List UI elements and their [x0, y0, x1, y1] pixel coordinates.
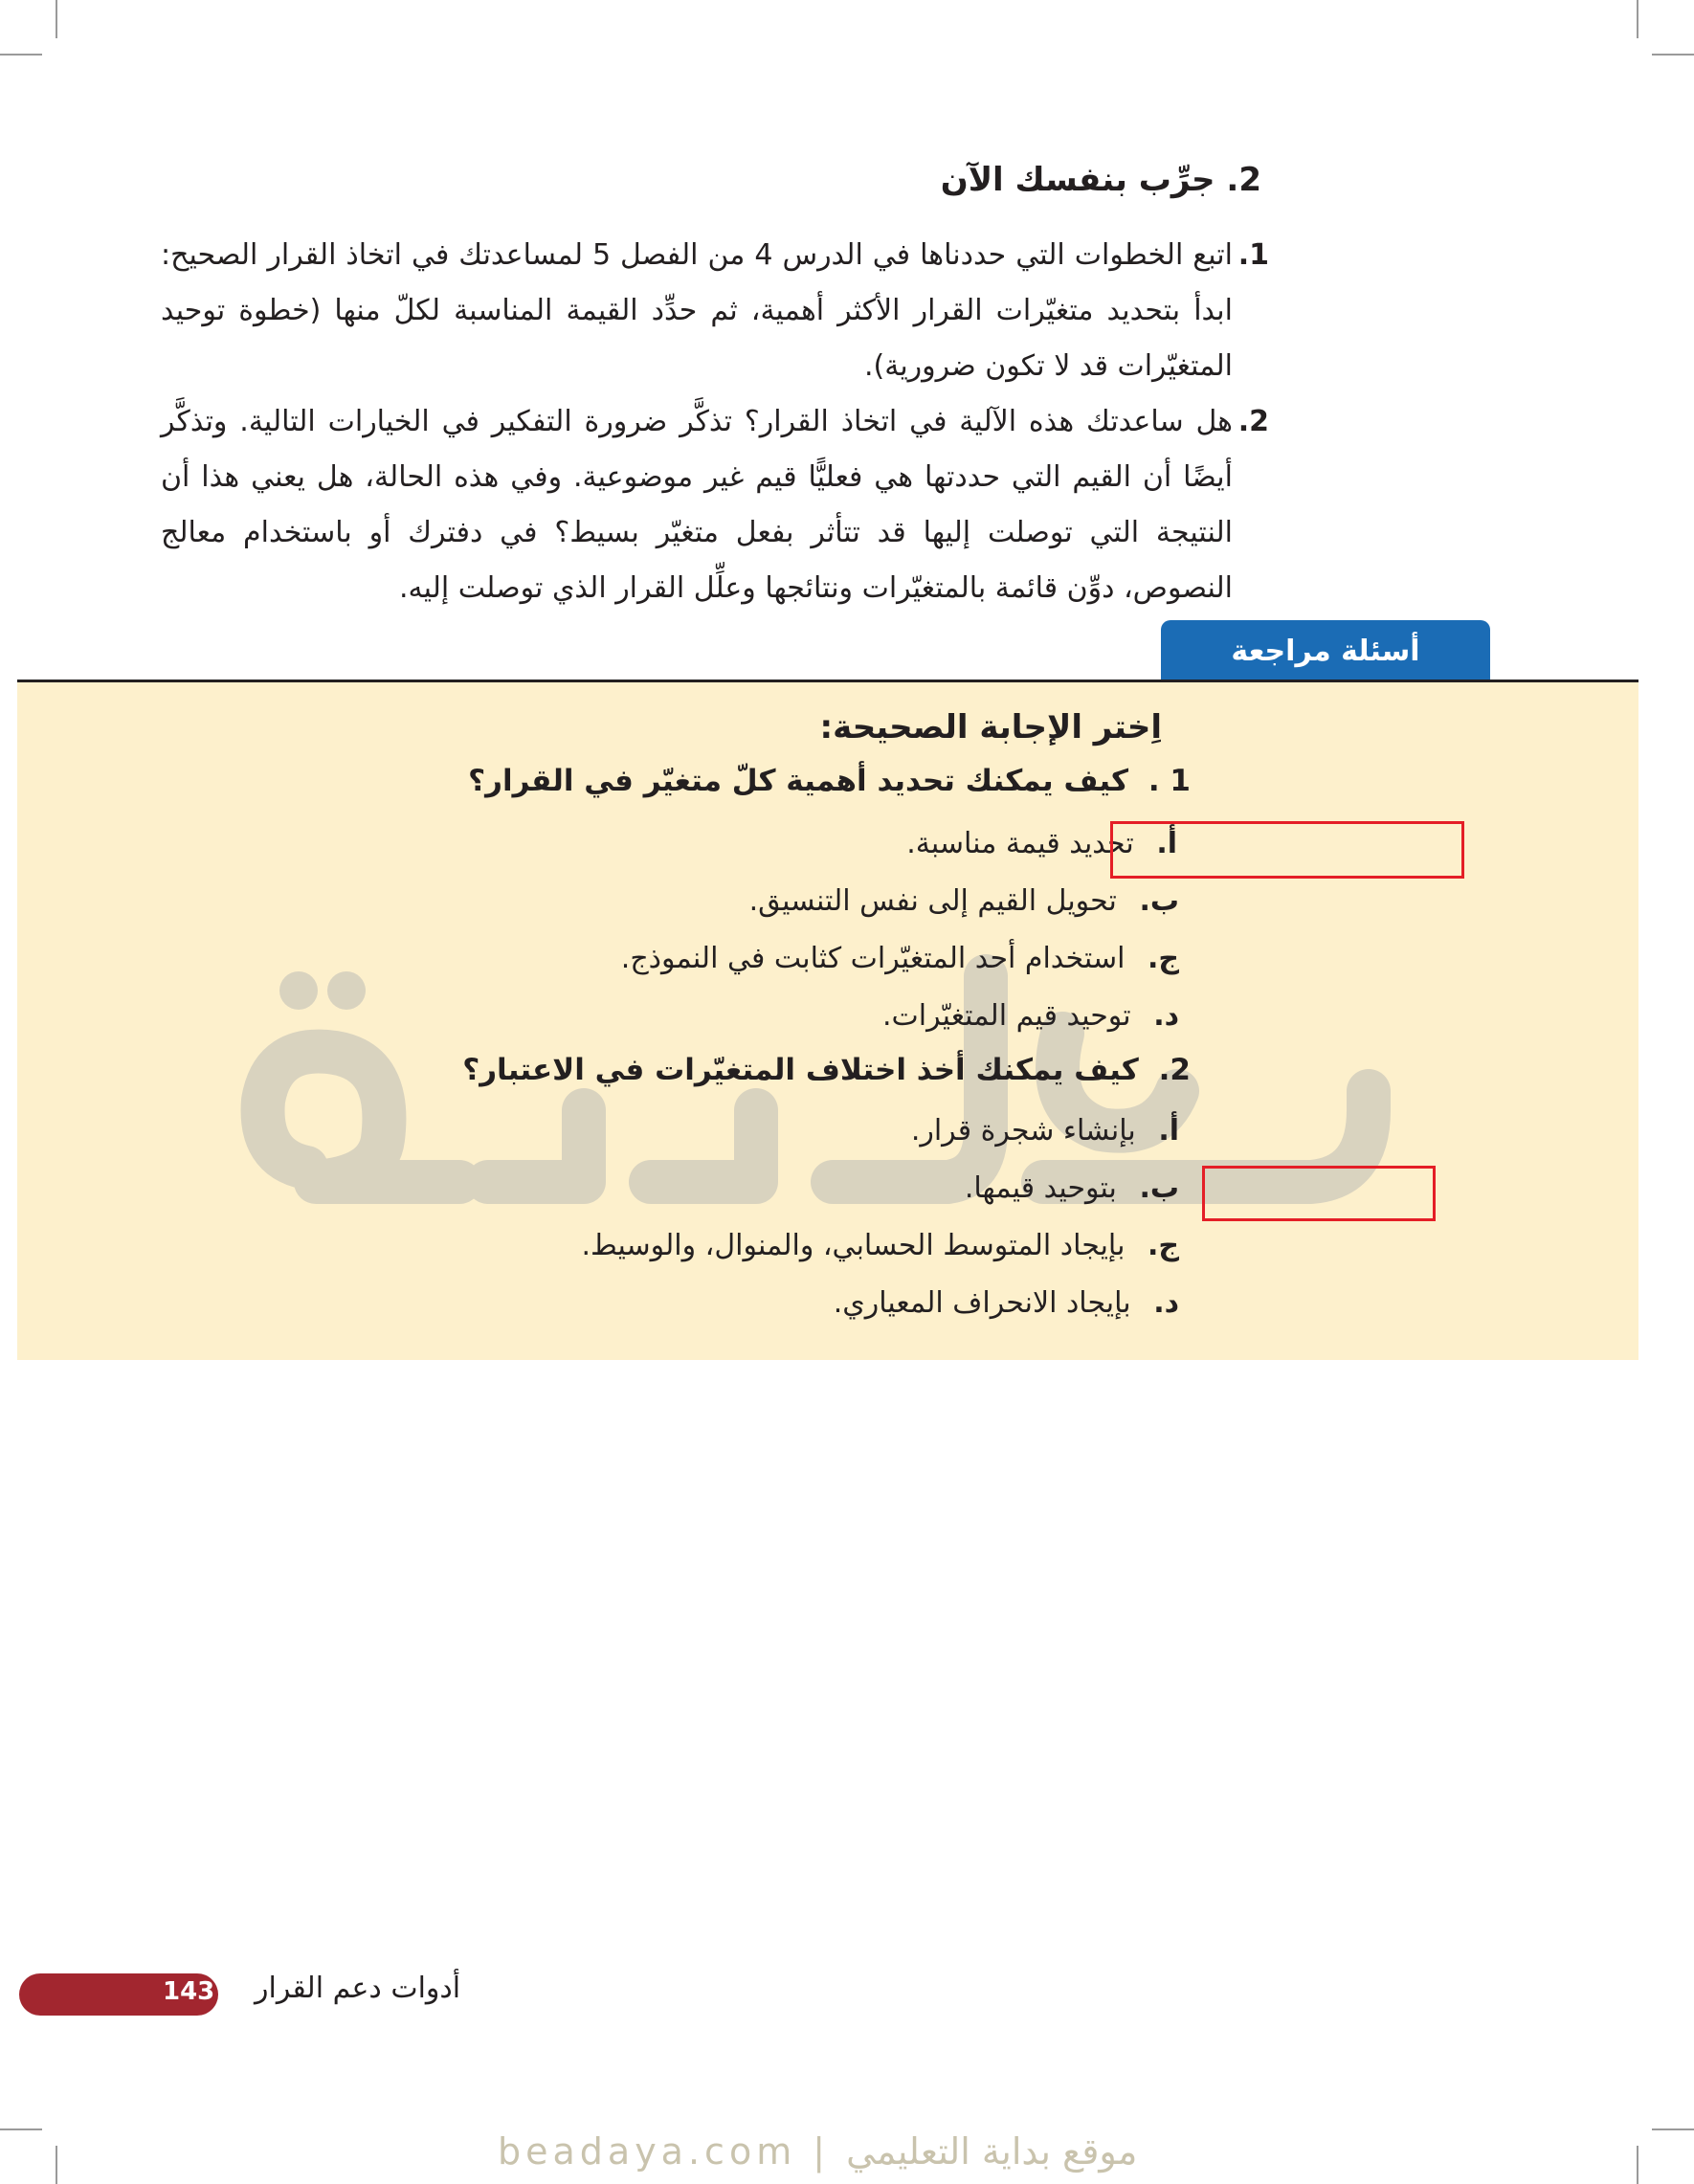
q2-option-d[interactable]: [834, 1286, 1179, 1320]
page-number: 143: [163, 1977, 215, 2006]
q2-option-b[interactable]: [965, 1171, 1179, 1205]
option-letter: ب.: [1139, 1171, 1179, 1205]
q1-option-d[interactable]: [882, 999, 1179, 1033]
option-letter: أ.: [1156, 827, 1177, 860]
review-instruction: اِختر الإجابة الصحيحة:: [819, 708, 1162, 747]
question-number: 2.: [1158, 1053, 1191, 1087]
q2-option-c[interactable]: [581, 1229, 1179, 1262]
option-letter: ج.: [1147, 1229, 1179, 1262]
question-1: [468, 764, 1191, 798]
crop-mark: [1637, 0, 1638, 38]
q1-option-b[interactable]: [749, 884, 1179, 918]
crop-mark: [56, 0, 57, 38]
crop-mark: [56, 2146, 57, 2184]
exercise-number: 1.: [1237, 238, 1269, 272]
review-questions-tab: [1161, 620, 1490, 681]
q2-option-a[interactable]: [911, 1114, 1179, 1148]
section-title: 2. جرِّب بنفسك الآن: [940, 161, 1261, 199]
exercise-text: اتبع الخطوات التي حددناها في الدرس 4 من الفصل 5 لمساعدتك في اتخاذ القرار الصحيح: ابدأ بتحديد متغيّرات القرار الأكثر أهمية، ثم حدِّد القيمة المناسبة لكلّ منها (خطوة توحيد المتغيّرات قد لا تكون ضرورية).: [161, 238, 1233, 383]
option-text: تحديد قيمة مناسبة.: [906, 827, 1134, 860]
option-letter: د.: [1153, 1286, 1179, 1320]
option-text: تحويل القيم إلى نفس التنسيق.: [748, 884, 1117, 918]
option-text: بإيجاد الانحراف المعياري.: [833, 1286, 1131, 1320]
question-number: 1 .: [1148, 764, 1191, 798]
exercise-item-1: [161, 228, 1269, 394]
option-text: توحيد قيم المتغيّرات.: [881, 999, 1131, 1033]
question-text: كيف يمكنك تحديد أهمية كلّ متغيّر في القرار؟: [468, 764, 1129, 798]
crop-mark: [1637, 2146, 1638, 2184]
option-text: استخدام أحد المتغيّرات كثابت في النموذج.: [620, 942, 1126, 975]
option-text: بتوحيد قيمها.: [964, 1171, 1117, 1205]
option-letter: ب.: [1139, 884, 1179, 918]
option-text: بإنشاء شجرة قرار.: [910, 1114, 1136, 1148]
footer-unit-title: أدوات دعم القرار: [255, 1972, 461, 2005]
q1-option-c[interactable]: [621, 942, 1179, 975]
q1-selected-answer-highlight: [1110, 821, 1464, 879]
exercise-text: هل ساعدتك هذه الآلية في اتخاذ القرار؟ تذكَّر ضرورة التفكير في الخيارات التالية. وتذكَّر أيضًا أن القيم التي حددتها هي فعليًّا قيم غير موضوعية. وفي هذه الحالة، هل يعني هذا أن النتيجة التي توصلت إليها قد تتأثر بفعل متغيّر بسيط؟ في دفترك أو باستخدام معالج النصوص، دوِّن قائمة بالمتغيّرات ونتائجها وعلِّل القرار الذي توصلت إليه.: [161, 405, 1233, 605]
option-letter: د.: [1153, 999, 1179, 1033]
review-tab-label: أسئلة مراجعة: [1231, 634, 1420, 668]
exercise-item-2: [161, 394, 1269, 616]
exercise-number: 2.: [1237, 405, 1269, 438]
watermark-url: beadaya.com | موقع بداية التعليمي: [498, 2130, 1138, 2173]
question-2: [462, 1053, 1191, 1087]
option-letter: أ.: [1158, 1114, 1179, 1148]
crop-mark: [1652, 54, 1694, 56]
option-text: بإيجاد المتوسط الحسابي، والمنوال، والوسيط.: [581, 1229, 1126, 1262]
q2-selected-answer-highlight: [1202, 1166, 1436, 1221]
question-text: كيف يمكنك أخذ اختلاف المتغيّرات في الاعتبار؟: [462, 1053, 1139, 1087]
option-letter: ج.: [1147, 942, 1179, 975]
crop-mark: [0, 54, 42, 56]
crop-mark: [1652, 2128, 1694, 2130]
crop-mark: [0, 2128, 42, 2130]
